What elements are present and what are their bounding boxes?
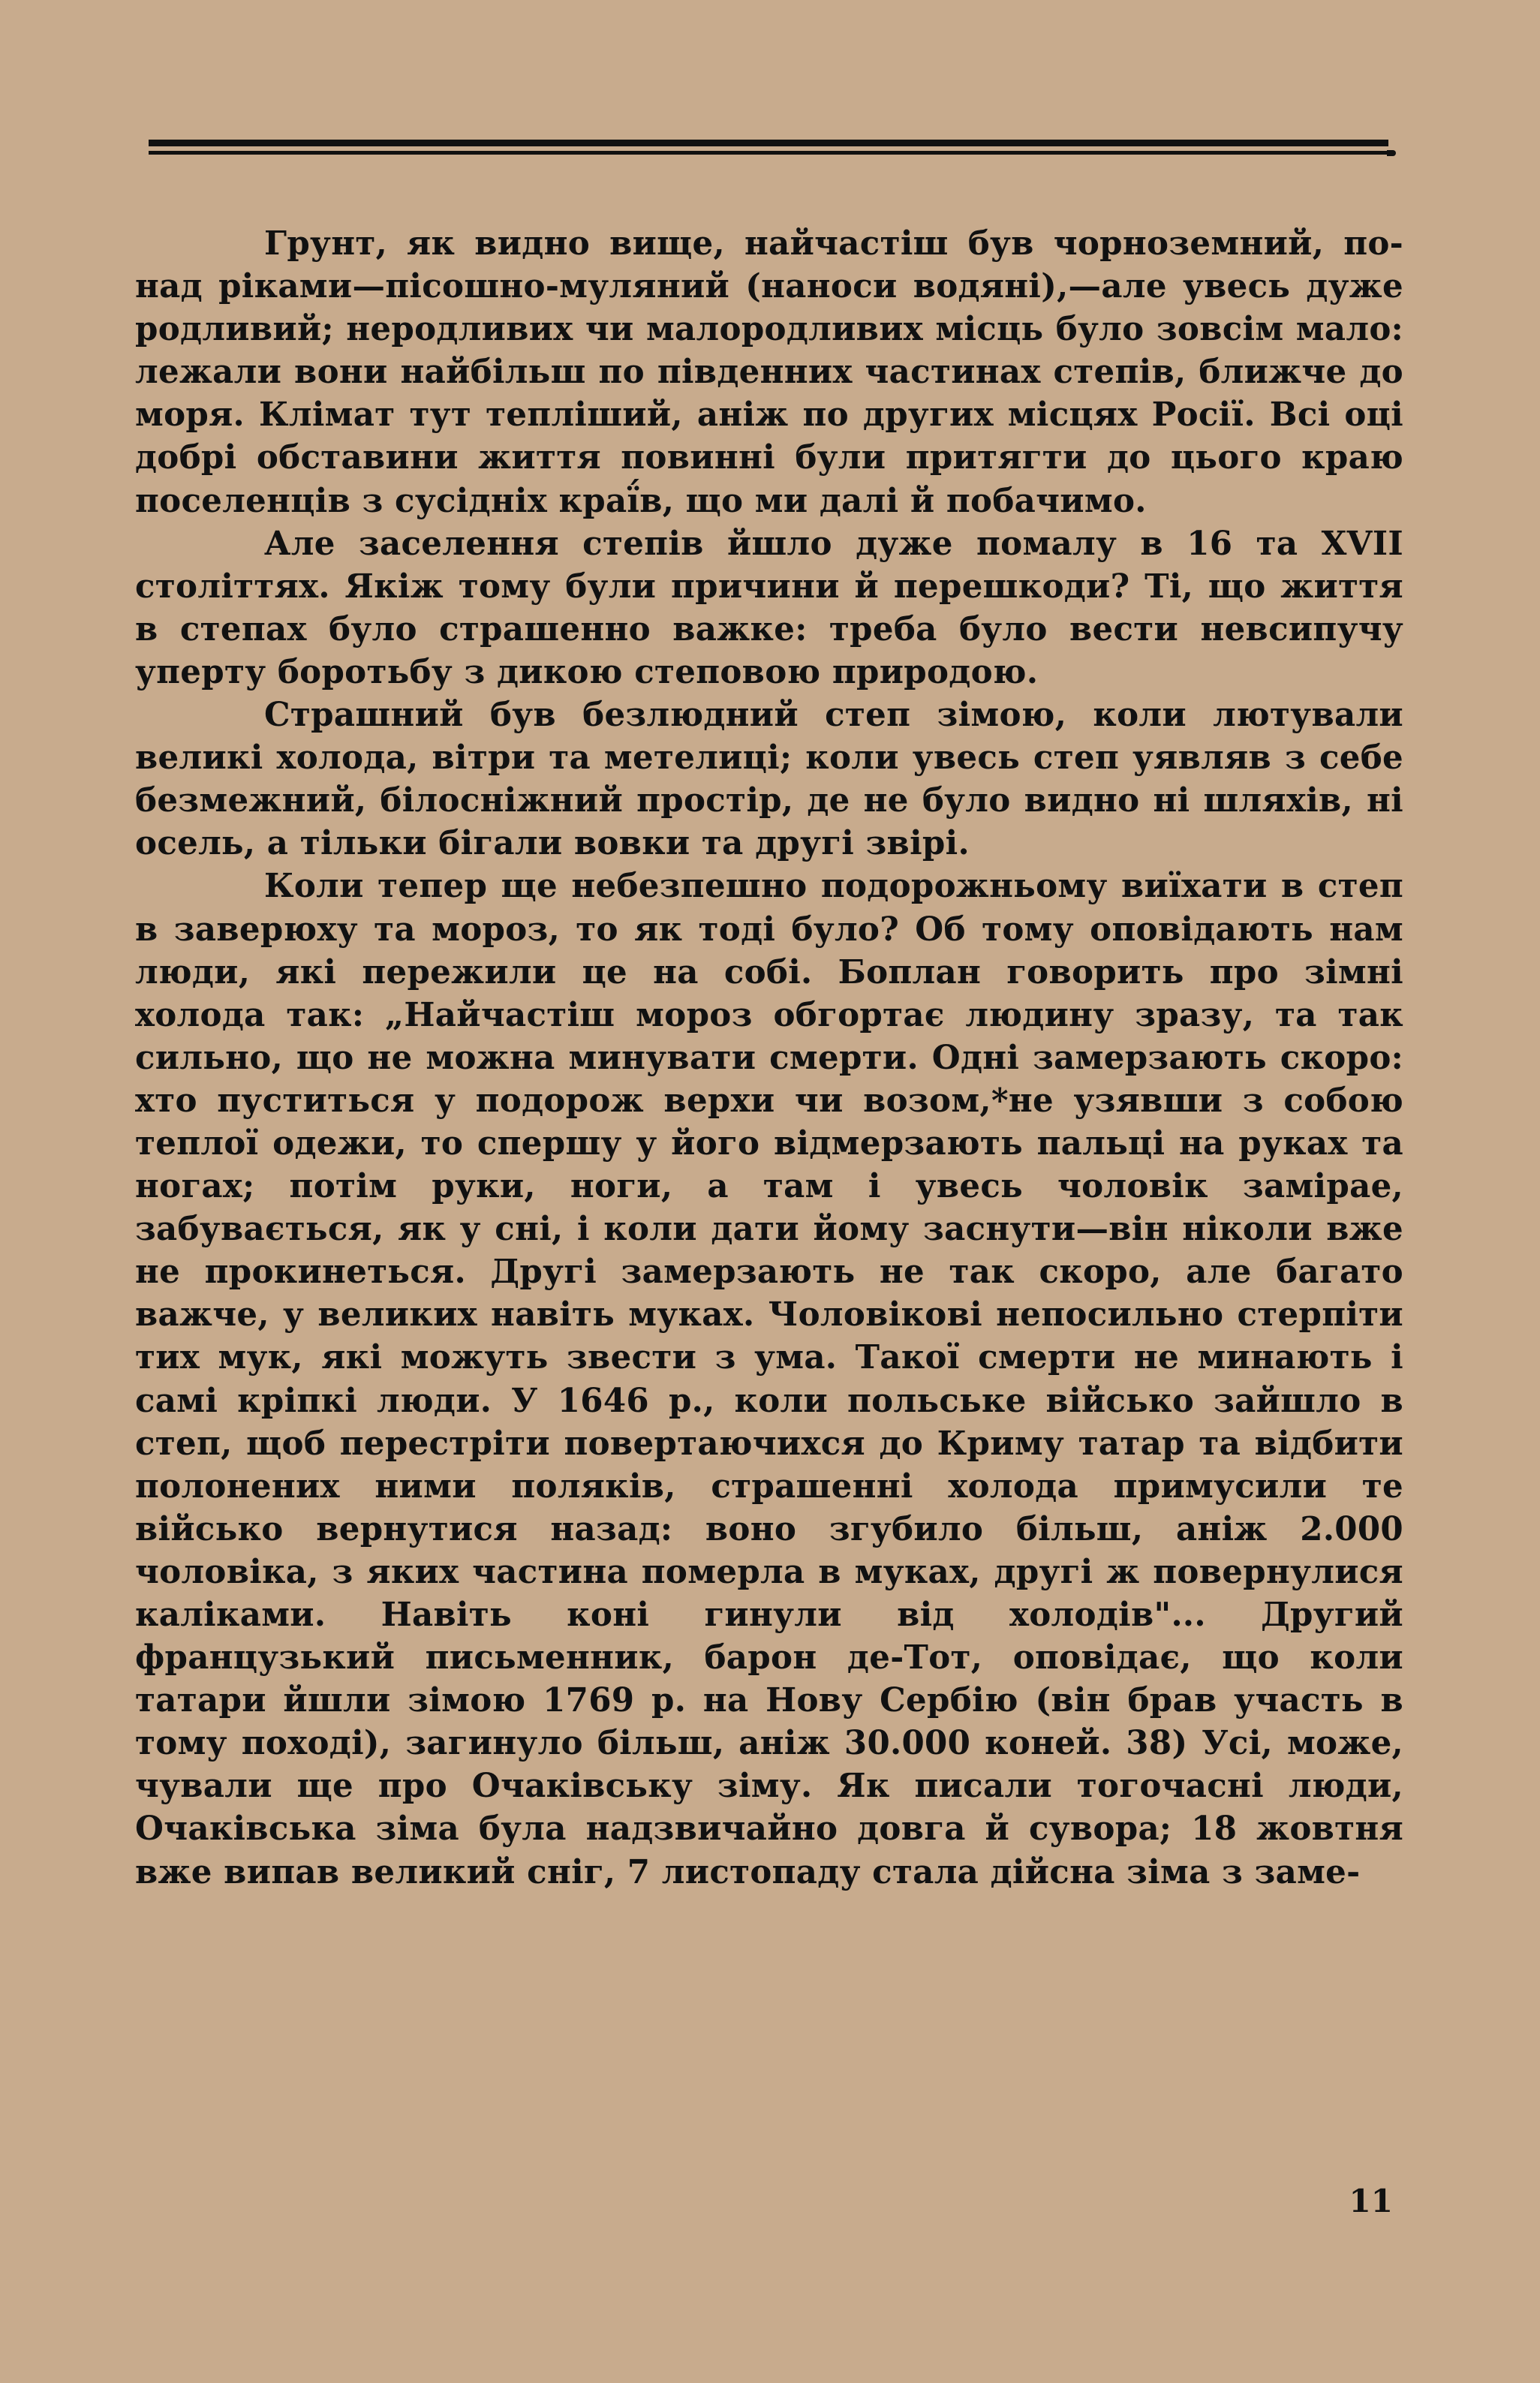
- page-number: 11: [1349, 2183, 1393, 2219]
- header-rule-thick: [149, 140, 1388, 146]
- header-rule-thin: [149, 151, 1388, 155]
- paragraph-frost-accounts: Коли тепер ще небезпешно подорожньому виїхати в степ в заверюху та мороз, то як тоді було? Об тому оповідають нам люди, які пережили це на собі. Боплан говорить про зімні холода так: „Найчастіш мороз обгортає людину зразу, та так сильно, що не можна минувати смерти. Одні замерзають скоро: хто пуститься у подорож верхи чи возом,*не узявши з собою теплої одежи, то спершу у його відмерзають пальці на руках та ногах; потім руки, ноги, а там і увесь чоловік заміраe, забувається, як у сні, і коли дати йому заснути—він ніколи вже не прокинеться. Другі замерзають не так скоро, але багато важче, у великих навіть муках. Чоловікові непосильно стерпіти тих мук, які можуть звести з ума. Такої смерти не минають і самі кріпкі люди. У 1646 р., коли польське військо зайшло в степ, щоб перестріти повертаючихся до Криму татар та відбити полонених ними поляків, страшенні холода примусили те військо вернутися назад: воно згубило більш, аніж 2.000 чоловіка, з яких частина померла в муках, другі ж повернулися каліками. Навіть коні гинули від холодів"... Другий французький письменник, барон де-Тот, оповідає, що коли татари йшли зімою 1769 р. на Нову Сербію (він брав участь в тому поході), загинуло більш, аніж 30.000 коней. 38) Усі, може, чували ще про Очаківську зіму. Як писали тогочасні люди, Очаківська зіма була надзвичайно довга й сувора; 18 жовтня вже випав великий сніг, 7 листопаду стала дійсна зіма з заме-: [135, 867, 1403, 1891]
- paragraph-soil-climate: Грунт, як видно вище, найчастіш був чорноземний, по-над ріками—пісошно-муляний (наноси водяні),—але увесь дуже родливий; неродливих чи малородливих місць було зовсім мало: лежали вони найбільш по південних частинах степів, ближче до моря. Клімат тут тепліший, аніж по других місцях Росії. Всі оці добрі обставини життя повинні були притягти до цього краю поселенців з сусідніх краї́в, що ми далі й побачимо.: [135, 224, 1403, 520]
- header-rule-end: [1387, 150, 1396, 156]
- paragraph-settlement: Але заселення степів йшло дуже помалу в 16 та XVII століттях. Якіж тому були причини й перешкоди? Ті, що життя в степах було страшенно важке: треба було вести невсипучу уперту боротьбу з дикою степовою природою.: [135, 524, 1403, 691]
- body-text: [135, 222, 1403, 1894]
- paragraph-winter-steppe: Страшний був безлюдний степ зімою, коли лютували великі холода, вітри та метелиці; коли увесь степ уявляв з себе безмежний, білосніжний простір, де не було видно ні шляхів, ні осель, а тільки бігали вовки та другі звірі.: [135, 696, 1403, 863]
